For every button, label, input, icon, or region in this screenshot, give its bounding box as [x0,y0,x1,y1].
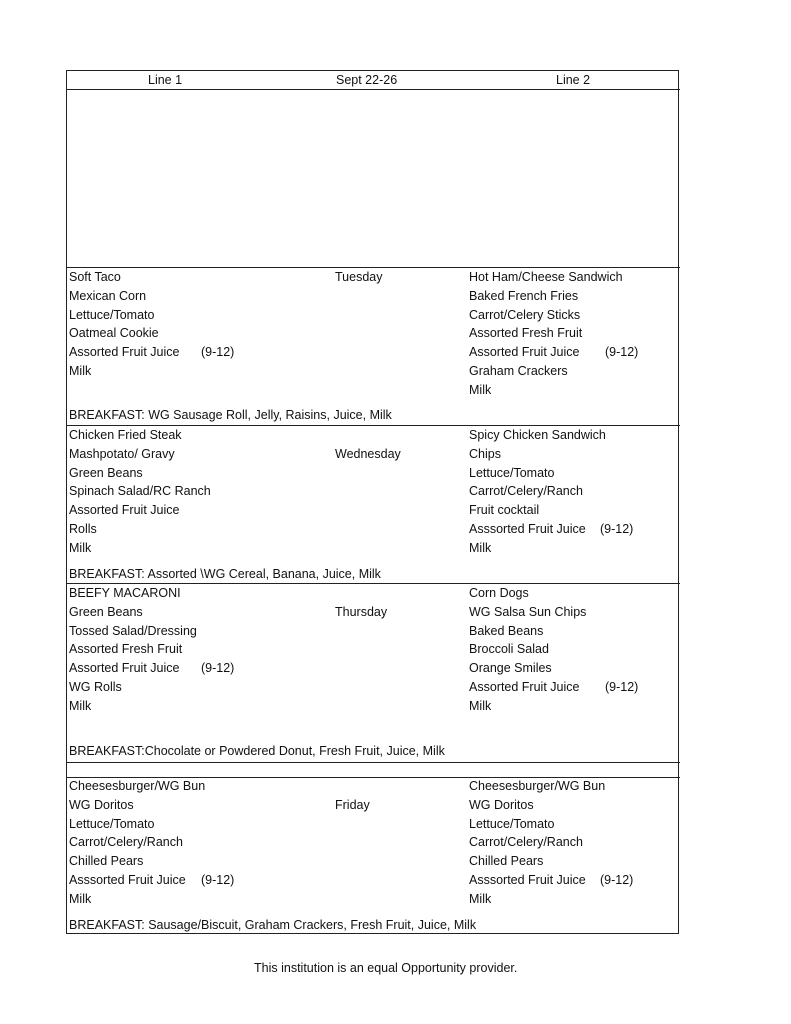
line1-menu-item: Lettuce/Tomato [69,307,155,322]
line1-menu-item: BEEFY MACARONI [69,586,181,600]
line2-menu-item: WG Doritos [469,797,534,812]
line1-menu-item: Chilled Pears [69,854,144,869]
line1-menu-item: Assorted Fruit Juice [69,503,180,518]
line2-menu-item: Assorted Fruit Juice [469,345,580,360]
line1-menu-item: Assorted Fruit Juice [69,661,180,676]
day-label: Tuesday [335,270,383,284]
breakfast-line: BREAKFAST: WG Sausage Roll, Jelly, Raisins, Juice, Milk [69,408,392,422]
line2-menu-item: Carrot/Celery Sticks [469,307,581,322]
grade-note: (9-12) [600,522,634,536]
line1-menu-item: Milk [69,540,92,555]
line2-menu-item: Hot Ham/Cheese Sandwich [469,270,623,284]
line1-menu-item: Lettuce/Tomato [69,816,155,831]
line2-menu-item: Chilled Pears [469,854,544,869]
row-divider [66,267,680,268]
line1-menu-item: Soft Taco [69,270,121,284]
line1-menu-item: Cheesesburger/WG Bun [69,779,206,793]
line1-menu-item: Milk [69,364,92,378]
line2-menu-item: Assorted Fresh Fruit [469,326,583,341]
day-label: Friday [335,797,370,812]
line1-menu-item: Chicken Fried Steak [69,428,182,442]
line1-menu-item: Carrot/Celery/Ranch [69,835,183,850]
line2-menu-item: Orange Smiles [469,661,552,676]
line2-menu-item: Baked Beans [469,623,544,638]
header-line2: Line 2 [556,73,591,87]
line2-menu-item: Milk [469,698,492,713]
line1-menu-item: Asssorted Fruit Juice [69,873,186,887]
line2-menu-item: Asssorted Fruit Juice [469,522,586,536]
grade-note: (9-12) [201,873,235,887]
day-label: Wednesday [335,446,401,461]
header-date-range: Sept 22-26 [336,73,398,87]
line2-menu-item: Baked French Fries [469,288,579,303]
line2-menu-item: WG Salsa Sun Chips [469,604,587,619]
row-divider [66,762,680,763]
line2-menu-item: Assorted Fruit Juice [469,680,580,694]
line2-menu-item: Corn Dogs [469,586,529,600]
breakfast-line: BREAKFAST: Assorted \WG Cereal, Banana, Juice, Milk [69,567,381,581]
grade-note: (9-12) [605,345,639,360]
grade-note: (9-12) [201,345,235,360]
line2-menu-item: Lettuce/Tomato [469,465,555,480]
line2-menu-item: Carrot/Celery/Ranch [469,835,583,850]
line1-menu-item: Assorted Fruit Juice [69,345,180,360]
line2-menu-item: Milk [469,891,492,906]
line1-menu-item: Green Beans [69,465,143,480]
line1-menu-item: Green Beans [69,604,143,619]
grade-note: (9-12) [600,873,634,887]
line1-menu-item: Spinach Salad/RC Ranch [69,484,211,499]
breakfast-line: BREAKFAST:Chocolate or Powdered Donut, Fresh Fruit, Juice, Milk [69,744,445,758]
header-divider [66,89,680,90]
day-label: Thursday [335,604,388,619]
line1-menu-item: WG Doritos [69,797,134,812]
line1-menu-item: Milk [69,698,92,713]
line2-menu-item: Milk [469,540,492,555]
line2-menu-item: Lettuce/Tomato [469,816,555,831]
line2-menu-item: Broccoli Salad [469,642,549,657]
line2-menu-item: Chips [469,446,501,461]
grade-note: (9-12) [605,680,639,694]
row-divider [66,425,680,426]
line2-menu-item: Fruit cocktail [469,503,540,518]
line2-menu-item: Carrot/Celery/Ranch [469,484,583,499]
line2-menu-item: Milk [469,382,492,397]
line2-menu-item: Spicy Chicken Sandwich [469,428,606,442]
line1-menu-item: WG Rolls [69,680,122,694]
line2-menu-item: Cheesesburger/WG Bun [469,779,606,793]
line1-menu-item: Tossed Salad/Dressing [69,623,197,638]
footer-statement: This institution is an equal Opportunity provider. [254,961,518,975]
breakfast-line: BREAKFAST: Sausage/Biscuit, Graham Crackers, Fresh Fruit, Juice, Milk [69,918,477,932]
line1-menu-item: Rolls [69,522,97,536]
header-line1: Line 1 [148,73,183,87]
row-divider [66,583,680,584]
line1-menu-item: Mashpotato/ Gravy [69,446,175,461]
line2-menu-item: Graham Crackers [469,364,568,378]
line1-menu-item: Milk [69,891,92,906]
line1-menu-item: Mexican Corn [69,288,147,303]
grade-note: (9-12) [201,661,235,676]
line1-menu-item: Oatmeal Cookie [69,326,159,341]
line1-menu-item: Assorted Fresh Fruit [69,642,183,657]
line2-menu-item: Asssorted Fruit Juice [469,873,586,887]
